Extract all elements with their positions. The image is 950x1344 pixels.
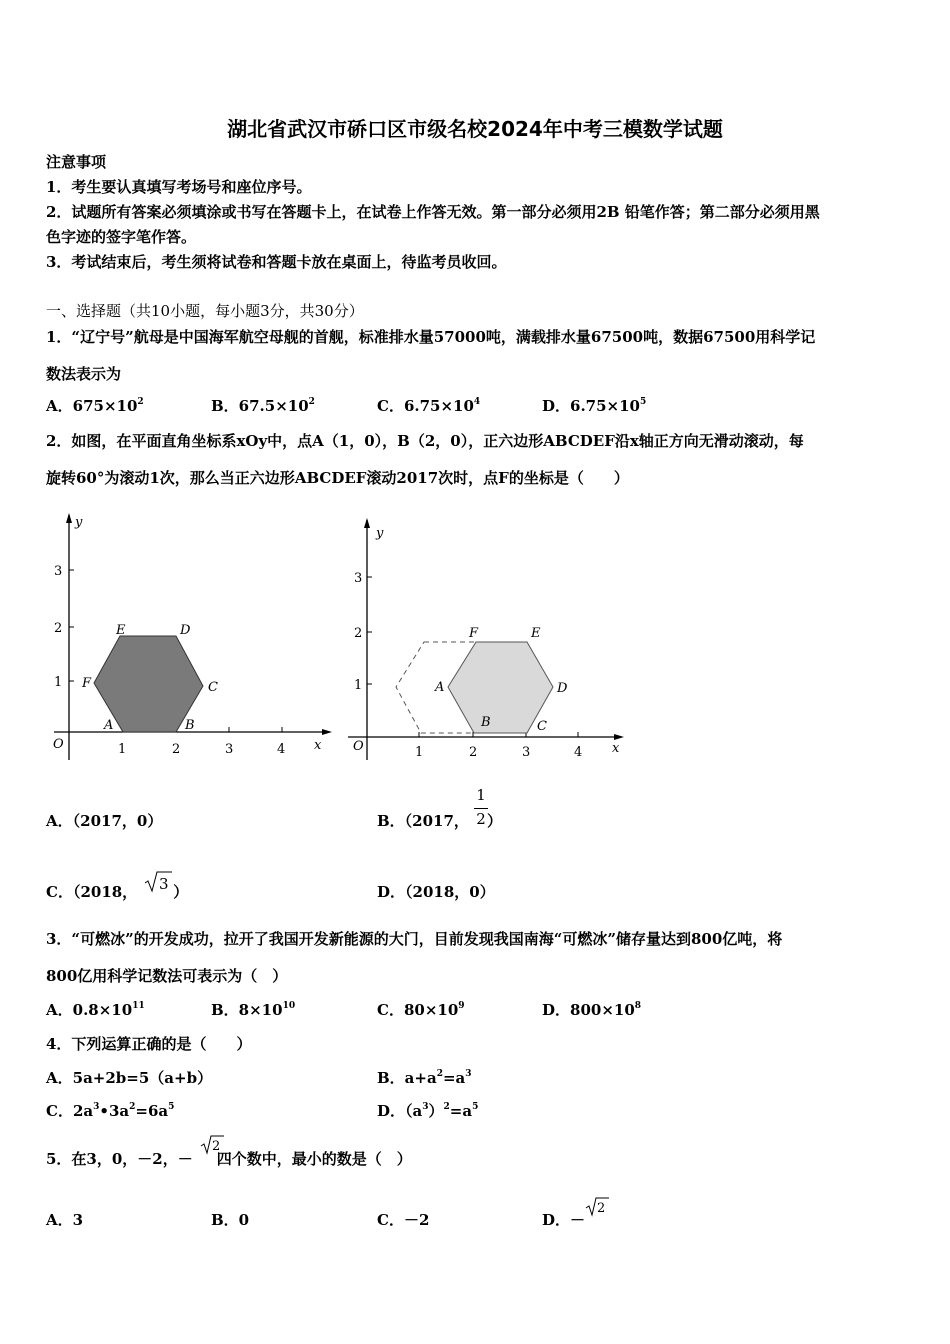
- q1-option-c: C．$6.75\times 10^4$: [377, 397, 481, 415]
- tick-y: 1: [354, 678, 363, 693]
- figure-left: [40, 510, 340, 770]
- sqrt-two: [200, 1135, 224, 1157]
- question-4-stem: 4．下列运算正确的是（ ）: [46, 1035, 252, 1053]
- q1-option-d: D．$6.75\times 10^5$: [542, 397, 647, 415]
- q4-option-a: A．5a+2b=5（a+b）: [46, 1069, 213, 1087]
- svg-text:2: 2: [597, 1201, 606, 1216]
- question-1-stem-cont: 数法表示为: [46, 365, 122, 383]
- q2-option-b: B．（2017， ）: [377, 812, 502, 830]
- point-label: F: [469, 626, 479, 641]
- tick-y: 3: [54, 564, 63, 579]
- point-label: F: [82, 676, 92, 691]
- tick-y: 3: [354, 571, 363, 586]
- svg-text:3: 3: [159, 875, 169, 893]
- tick-x: 4: [277, 742, 286, 757]
- tick-x: 3: [225, 742, 234, 757]
- question-3-stem: 3．“可燃冰”的开发成功，拉开了我国开发新能源的大门，目前发现我国南海“可燃冰”储存量达到800亿吨，将: [46, 930, 783, 948]
- tick-x: 3: [522, 745, 531, 760]
- q3-option-c: C．$80\times 10^9$: [377, 1001, 465, 1019]
- origin-label: O: [353, 739, 364, 754]
- q2-option-a: A．（2017，0）: [46, 812, 163, 830]
- axis-x-label: x: [612, 741, 620, 756]
- notice-item: 1．考生要认真填写考场号和座位序号。: [46, 178, 312, 196]
- q5-option-d: D．－: [542, 1211, 586, 1229]
- figure-right: [340, 510, 640, 770]
- q5-option-a: A．3: [46, 1211, 84, 1229]
- axis-x-label: x: [314, 738, 322, 753]
- tick-y: 2: [54, 621, 63, 636]
- point-label: E: [116, 623, 126, 638]
- page-title: 湖北省武汉市硚口区市级名校2024年中考三模数学试题: [227, 117, 723, 141]
- axis-y-label: y: [376, 526, 384, 541]
- q2-option-c: C．（2018， ）: [46, 883, 189, 901]
- point-label: B: [185, 718, 195, 733]
- question-2-stem-cont: 旋转60°为滚动1次，那么当正六边形ABCDEF滚动2017次时，点F的坐标是（ ）: [46, 469, 629, 487]
- notice-item: 2．试题所有答案必须填涂或书写在答题卡上，在试卷上作答无效。第一部分必须用2B 铅笔作答；第二部分必须用黑: [46, 203, 820, 221]
- axis-y-label: y: [75, 515, 83, 530]
- q3-option-d: D．$800\times 10^8$: [542, 1001, 642, 1019]
- question-3-stem-cont: 800亿用科学记数法可表示为（ ）: [46, 967, 288, 985]
- point-label: A: [435, 680, 445, 695]
- sqrt-three: [143, 870, 173, 894]
- point-label: C: [537, 719, 547, 734]
- sqrt-two: [585, 1197, 609, 1219]
- q1-option-b: B．$67.5\times 10^2$: [211, 397, 315, 415]
- tick-x: 2: [172, 742, 181, 757]
- section-heading: 一、选择题（共10小题，每小题3分，共30分）: [46, 302, 364, 320]
- svg-text:2: 2: [212, 1139, 221, 1154]
- q1-option-a: A．$675\times 10^2$: [46, 397, 144, 415]
- q4-option-b: B．$a+a^2=a^3$: [377, 1069, 472, 1087]
- question-2-stem: 2．如图，在平面直角坐标系xOy中，点A（1，0），B（2，0），正六边形ABCDEF沿x轴正方向无滑动滚动，每: [46, 432, 804, 450]
- point-label: D: [180, 623, 191, 638]
- q4-option-c: C．$2a^3•3a^2=6a^5$: [46, 1102, 175, 1120]
- notice-heading: 注意事项: [46, 153, 107, 171]
- tick-y: 2: [354, 626, 363, 641]
- point-label: B: [481, 715, 491, 730]
- tick-x: 1: [118, 742, 127, 757]
- question-1-stem: 1．“辽宁号”航母是中国海军航空母舰的首舰，标准排水量57000吨，满载排水量67500吨，数据67500用科学记: [46, 328, 816, 346]
- tick-x: 4: [574, 745, 583, 760]
- tick-x: 2: [469, 745, 478, 760]
- question-5-stem: 5．在3，0，－2，－ 四个数中，最小的数是（ ）: [46, 1150, 412, 1168]
- q5-option-b: B．0: [211, 1211, 250, 1229]
- point-label: D: [557, 681, 568, 696]
- notice-item: 色字迹的签字笔作答。: [46, 228, 197, 246]
- origin-label: O: [53, 737, 64, 752]
- tick-y: 1: [54, 675, 63, 690]
- point-label: E: [531, 626, 541, 641]
- q2-option-d: D．（2018，0）: [377, 883, 495, 901]
- notice-item: 3．考试结束后，考生须将试卷和答题卡放在桌面上，待监考员收回。: [46, 253, 507, 271]
- q3-option-a: A．$0.8\times 10^{11}$: [46, 1001, 145, 1019]
- q5-option-c: C．－2: [377, 1211, 430, 1229]
- q3-option-b: B．$8\times 10^{10}$: [211, 1001, 296, 1019]
- point-label: A: [104, 718, 114, 733]
- tick-x: 1: [415, 745, 424, 760]
- point-label: C: [208, 680, 218, 695]
- q4-option-d: D．$(a^3)^2=a^5$: [377, 1102, 479, 1120]
